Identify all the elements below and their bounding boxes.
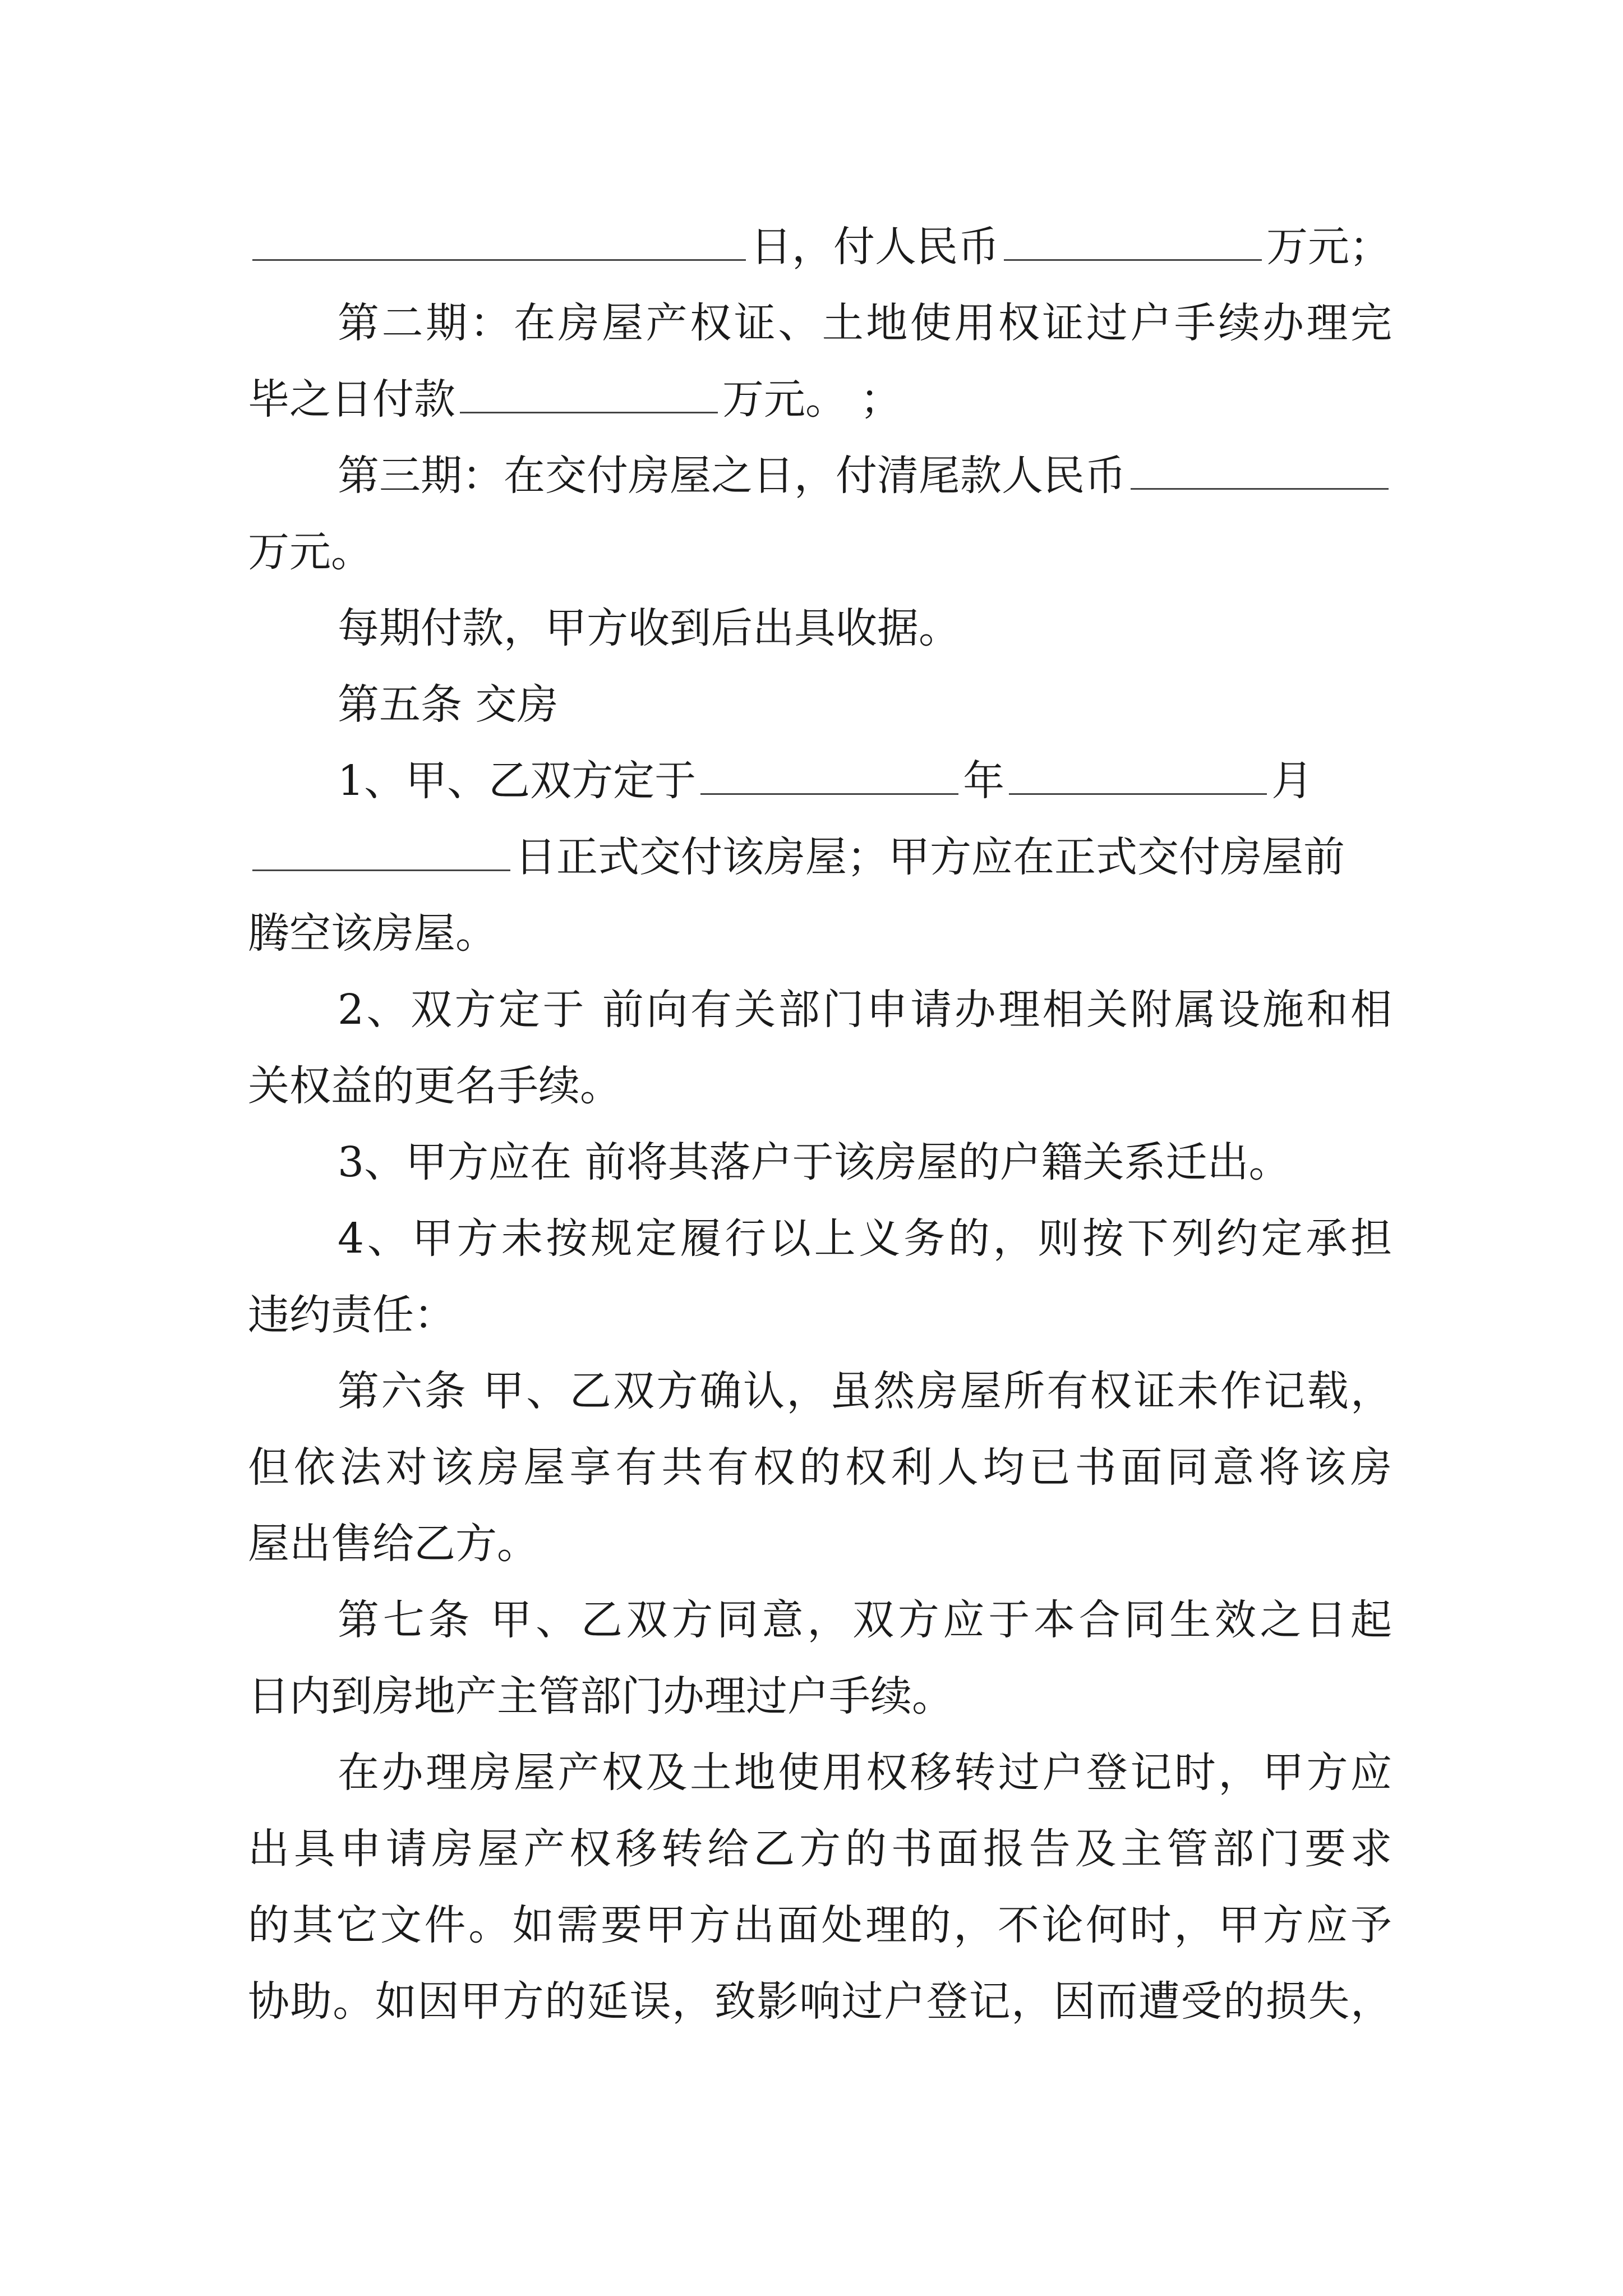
text-line xyxy=(248,213,1392,280)
fill-in-blank xyxy=(252,867,510,871)
text-line: 第二期：在房屋产权证、土地使用权证过户手续办理完 xyxy=(338,299,1392,347)
text-segment: 月 xyxy=(1271,757,1313,805)
text-segment: 日正式交付该房屋；甲方应在正式交付房屋前 xyxy=(515,833,1345,881)
fill-in-blank xyxy=(1004,257,1262,261)
text-line xyxy=(338,747,1482,815)
text-segment: 年 xyxy=(963,757,1005,805)
text-line xyxy=(248,366,1392,433)
text-line: 第六条 甲、乙双方确认，虽然房屋所有权证未作记载， xyxy=(338,1367,1392,1415)
text-segment: 毕之日付款 xyxy=(248,375,455,424)
text-segment: 万元。 ； xyxy=(722,375,902,424)
fill-in-blank xyxy=(460,409,718,413)
text-line: 日内到房地产主管部门办理过户手续。 xyxy=(248,1672,953,1720)
text-line: 腾空该房屋。 xyxy=(248,909,497,958)
text-line: 2、双方定于 前向有关部门申请办理相关附属设施和相 xyxy=(338,986,1392,1034)
text-line: 第七条 甲、乙双方同意，双方应于本合同生效之日起 xyxy=(338,1596,1392,1644)
text-line: 出具申请房屋产权移转给乙方的书面报告及主管部门要求 xyxy=(248,1825,1392,1873)
fill-in-blank xyxy=(1009,791,1267,795)
text-line: 3、甲方应在 前将其落户于该房屋的户籍关系迁出。 xyxy=(338,1138,1290,1186)
text-line: 关权益的更名手续。 xyxy=(248,1062,621,1110)
text-line: 协助。如因甲方的延误，致影响过户登记，因而遭受的损失， xyxy=(248,1977,1392,2026)
text-line: 在办理房屋产权及土地使用权移转过户登记时，甲方应 xyxy=(338,1749,1392,1797)
text-segment: 第三期：在交付房屋之日，付清尾款人民币 xyxy=(338,452,1126,500)
section-heading: 第五条 交房 xyxy=(338,680,559,729)
text-line xyxy=(338,442,1482,509)
text-line xyxy=(248,823,1392,891)
text-segment: 日，付人民币 xyxy=(750,223,999,271)
text-line: 4、甲方未按规定履行以上义务的，则按下列约定承担 xyxy=(338,1214,1392,1263)
fill-in-blank xyxy=(700,791,958,795)
text-line: 违约责任： xyxy=(248,1291,455,1339)
text-line: 每期付款，甲方收到后出具收据。 xyxy=(338,604,960,652)
text-segment: 万元； xyxy=(1266,223,1391,271)
text-line: 的其它文件。如需要甲方出面处理的，不论何时，甲方应予 xyxy=(248,1901,1392,1949)
text-line: 万元。 xyxy=(248,528,372,576)
text-line: 但依法对该房屋享有共有权的权利人均已书面同意将该房 xyxy=(248,1443,1392,1492)
text-line: 屋出售给乙方。 xyxy=(248,1520,538,1568)
text-segment: 1、甲、乙双方定于 xyxy=(338,757,697,805)
fill-in-blank xyxy=(252,257,746,261)
fill-in-blank xyxy=(1131,486,1389,490)
